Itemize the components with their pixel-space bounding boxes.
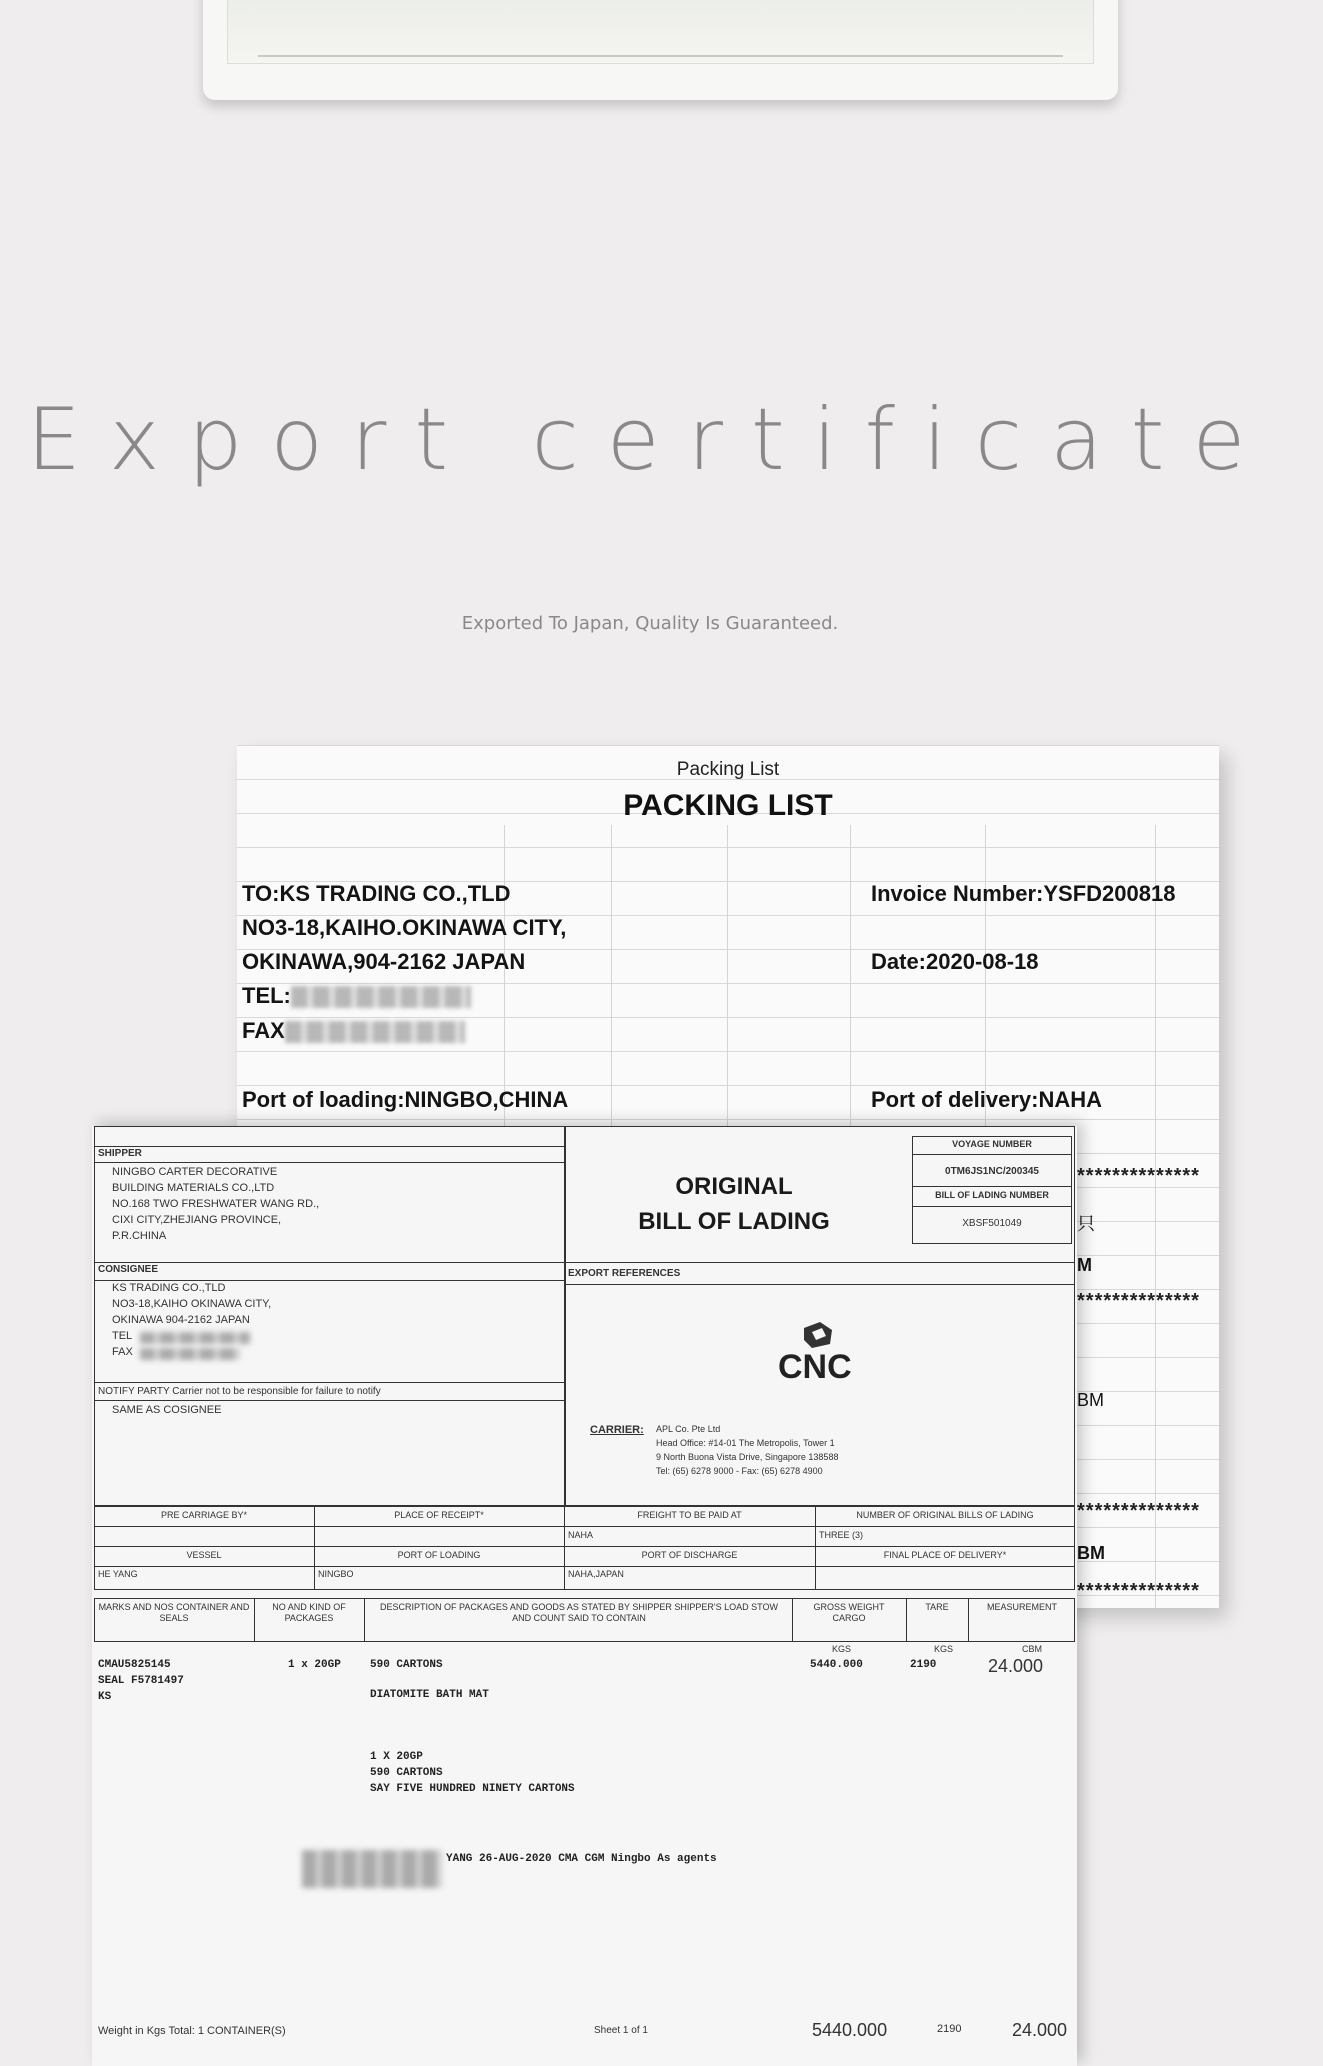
consignee-label: CONSIGNEE — [98, 1264, 159, 1275]
rule — [94, 1262, 566, 1263]
redacted-stamp — [302, 1850, 442, 1888]
port-discharge-label: PORT OF DISCHARGE — [641, 1550, 738, 1560]
consignee-line: KS TRADING CO.,TLD — [112, 1282, 226, 1294]
shipper-line: P.R.CHINA — [112, 1230, 167, 1242]
freight-label: FREIGHT TO BE PAID AT — [637, 1510, 742, 1520]
notify-label: NOTIFY PARTY Carrier not to be responsible for failure to notify — [98, 1386, 381, 1397]
fax-label: FAX — [242, 1018, 285, 1043]
port-loading-label: PORT OF LOADING — [397, 1550, 481, 1560]
page-title: Export certificate — [26, 390, 1274, 490]
rule — [792, 1598, 793, 1642]
port-discharge-value: NAHA,JAPAN — [568, 1569, 624, 1579]
rule — [94, 1546, 1075, 1547]
redacted-phone — [291, 986, 471, 1008]
agent-line: YANG 26-AUG-2020 CMA CGM Ningbo As agents — [446, 1853, 717, 1865]
consignee-line: NO3-18,KAIHO OKINAWA CITY, — [112, 1298, 272, 1310]
separator-stars: ************** — [1077, 1290, 1200, 1312]
unit-cbm: CBM — [1022, 1644, 1042, 1654]
col-tare: TARE — [925, 1602, 949, 1612]
invoice-number: Invoice Number:YSFD200818 — [871, 881, 1176, 906]
col-gross-weight: GROSS WEIGHT CARGO — [813, 1602, 885, 1624]
to-line-1: TO:KS TRADING CO.,TLD — [242, 881, 511, 906]
consignee-line: FAX — [112, 1346, 133, 1358]
photo-frame-inner — [227, 0, 1094, 64]
col-marks: MARKS AND NOS CONTAINER AND SEALS — [98, 1602, 250, 1624]
summary-line: 590 CARTONS — [370, 1767, 443, 1779]
cartons-value: 590 CARTONS — [370, 1659, 443, 1671]
carrier-line: Head Office: #14-01 The Metropolis, Tower 1 — [656, 1438, 835, 1448]
carrier-label: CARRIER: — [590, 1424, 644, 1436]
goods-description: DIATOMITE BATH MAT — [370, 1689, 489, 1701]
side-m: M — [1077, 1255, 1092, 1275]
total-tare: 2190 — [937, 2023, 962, 2035]
shipper-line: BUILDING MATERIALS CO.,LTD — [112, 1182, 275, 1194]
shipper-line: NINGBO CARTER DECORATIVE — [112, 1166, 278, 1178]
col-packages: NO AND KIND OF PACKAGES — [272, 1602, 346, 1624]
marks-line: CMAU5825145 — [98, 1659, 171, 1671]
carrier-logo-text: CNC — [778, 1348, 852, 1386]
shipper-label: SHIPPER — [98, 1148, 142, 1159]
page-subtitle: Exported To Japan, Quality Is Guaranteed. — [461, 613, 839, 634]
packing-list-heading: PACKING LIST — [623, 789, 833, 822]
invoice-date: Date:2020-08-18 — [871, 949, 1039, 974]
total-gross-weight: 5440.000 — [812, 2020, 888, 2040]
rule — [94, 1382, 566, 1383]
to-line-2: NO3-18,KAIHO.OKINAWA CITY, — [242, 915, 567, 940]
carrier-line: APL Co. Pte Ltd — [656, 1424, 721, 1434]
carrier-line: Tel: (65) 6278 9000 - Fax: (65) 6278 4900 — [656, 1466, 823, 1476]
title-line-1: ORIGINAL — [675, 1173, 793, 1200]
tel-label: TEL: — [242, 983, 291, 1008]
consignee-line: TEL — [112, 1330, 133, 1342]
summary-line: SAY FIVE HUNDRED NINETY CARTONS — [370, 1783, 575, 1795]
port-loading-value: NINGBO — [318, 1569, 354, 1579]
side-char: 只 — [1077, 1214, 1095, 1234]
rule — [94, 1280, 566, 1281]
grid-line — [1155, 825, 1156, 1608]
col-description: DESCRIPTION OF PACKAGES AND GOODS AS STATED BY SHIPPER SHIPPER'S LOAD STOW AND COUNT SAID TO CONTAIN — [380, 1602, 778, 1624]
rule — [912, 1186, 1072, 1187]
freight-value: NAHA — [568, 1530, 594, 1540]
rule — [912, 1206, 1072, 1207]
fax-line — [242, 1018, 465, 1044]
num-originals-label: NUMBER OF ORIGINAL BILLS OF LADING — [856, 1510, 1034, 1520]
rule — [94, 1526, 1075, 1527]
unit-kgs: KGS — [832, 1644, 852, 1654]
rule — [968, 1598, 969, 1642]
packing-list-caption: Packing List — [676, 759, 780, 780]
marks-line: SEAL F5781497 — [98, 1675, 184, 1687]
side-bm: BM — [1077, 1390, 1104, 1410]
rule — [94, 1162, 566, 1163]
shipper-line: CIXI CITY,ZHEJIANG PROVINCE, — [112, 1214, 282, 1226]
redacted-fax — [140, 1348, 240, 1360]
tel-line — [242, 983, 471, 1009]
tare-value: 2190 — [910, 1659, 937, 1671]
port-of-loading: Port of loading:NINGBO,CHINA — [242, 1087, 569, 1112]
rule — [254, 1598, 255, 1642]
bl-number-label: BILL OF LADING NUMBER — [935, 1190, 1049, 1200]
rule — [94, 1566, 1075, 1567]
bl-number-value: XBSF501049 — [962, 1218, 1022, 1229]
unit-kgs: KGS — [934, 1644, 954, 1654]
separator-stars: ************** — [1077, 1500, 1200, 1522]
footer-weight: Weight in Kgs Total: 1 CONTAINER(S) — [98, 2025, 286, 2037]
place-receipt-label: PLACE OF RECEIPT* — [394, 1510, 484, 1520]
document-title — [564, 1170, 904, 1240]
summary-line: 1 X 20GP — [370, 1751, 423, 1763]
bill-of-lading-document — [92, 1126, 1077, 2066]
rule — [364, 1598, 365, 1642]
vessel-label: VESSEL — [186, 1550, 222, 1560]
total-measurement: 24.000 — [1012, 2020, 1068, 2040]
num-originals-value: THREE (3) — [819, 1530, 864, 1540]
redacted-fax — [285, 1021, 465, 1043]
redacted-tel — [140, 1332, 250, 1344]
measurement-value: 24.000 — [988, 1656, 1044, 1676]
gross-weight-value: 5440.000 — [810, 1659, 863, 1671]
marks-line: KS — [98, 1691, 112, 1703]
separator-stars: ************** — [1077, 1165, 1200, 1187]
col-measurement: MEASUREMENT — [986, 1602, 1057, 1612]
footer-sheet: Sheet 1 of 1 — [594, 2025, 648, 2036]
notify-value: SAME AS COSIGNEE — [112, 1404, 222, 1416]
carrier-logo-icon — [800, 1320, 836, 1350]
rule — [564, 1284, 1075, 1285]
voyage-label: VOYAGE NUMBER — [952, 1139, 1032, 1149]
final-place-label: FINAL PLACE OF DELIVERY* — [883, 1550, 1007, 1560]
vessel-value: HE YANG — [98, 1569, 138, 1579]
export-references-label: EXPORT REFERENCES — [568, 1268, 681, 1279]
to-line-3: OKINAWA,904-2162 JAPAN — [242, 949, 526, 974]
rule — [94, 1400, 566, 1401]
title-line-2: BILL OF LADING — [638, 1207, 830, 1235]
side-bm: BM — [1077, 1543, 1105, 1563]
consignee-line: OKINAWA 904-2162 JAPAN — [112, 1314, 250, 1326]
packages-value: 1 x 20GP — [288, 1659, 341, 1671]
rule — [906, 1598, 907, 1642]
port-of-delivery: Port of delivery:NAHA — [871, 1087, 1103, 1112]
carrier-line: 9 North Buona Vista Drive, Singapore 138588 — [656, 1452, 839, 1462]
shipper-line: NO.168 TWO FRESHWATER WANG RD., — [112, 1198, 320, 1210]
voyage-value: 0TM6JS1NC/200345 — [945, 1166, 1039, 1177]
separator-stars: ************** — [1077, 1580, 1200, 1602]
pre-carriage-label: PRE CARRIAGE BY* — [160, 1510, 248, 1520]
rule — [564, 1262, 1075, 1263]
rule — [94, 1146, 566, 1147]
rule — [912, 1154, 1072, 1155]
photo-frame — [203, 0, 1118, 100]
